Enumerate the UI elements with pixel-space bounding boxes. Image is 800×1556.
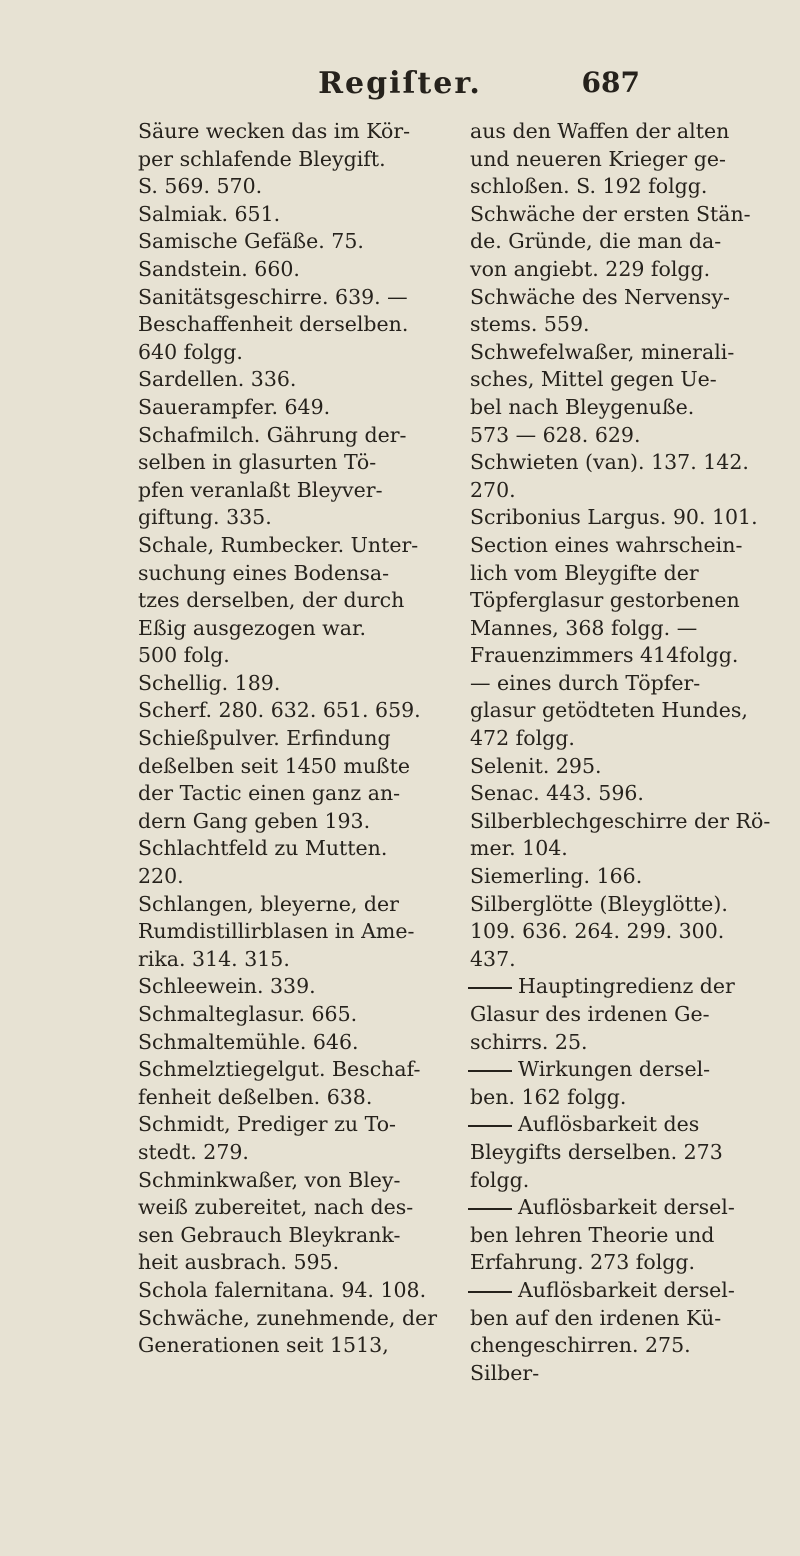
index-line: Erfahrung. 273 folgg.	[470, 1250, 696, 1275]
index-line: von angiebt. 229 folgg.	[470, 256, 711, 281]
index-line: Schafmilch. Gährung der-	[138, 422, 407, 447]
running-title: Regiſter.	[318, 66, 482, 101]
index-line: sches, Mittel gegen Ue-	[470, 367, 717, 392]
index-line: Rumdistillirblasen in Ame-	[138, 919, 415, 944]
index-line: Section eines wahrschein-	[470, 532, 743, 557]
index-line: Selenit. 295.	[470, 753, 602, 778]
index-line: pfen veranlaßt Bleyver-	[138, 477, 383, 502]
index-line: S. 569. 570.	[138, 174, 263, 199]
index-line: Schwieten (van). 137. 142.	[470, 450, 749, 475]
index-line: Sardellen. 336.	[138, 367, 297, 392]
index-line: 220.	[138, 864, 184, 889]
index-line: Schwäche des Nervensy-	[470, 284, 730, 309]
index-line: rika. 314. 315.	[138, 946, 290, 971]
index-line: fenheit deßelben. 638.	[138, 1084, 373, 1109]
index-line: Siemerling. 166.	[470, 864, 643, 889]
index-line: Schwäche, zunehmende, der	[138, 1305, 438, 1330]
index-subentry-line: Auflösbarkeit des	[470, 1111, 800, 1139]
index-line: Säure wecken das im Kör-	[138, 119, 411, 143]
index-line: bel nach Bleygenuße.	[470, 394, 695, 419]
index-line: Silberglötte (Bleyglötte).	[470, 891, 728, 916]
index-line: Schellig. 189.	[138, 670, 281, 695]
index-line: Mannes, 368 folgg. —	[470, 615, 698, 640]
index-line: Senac. 443. 596.	[470, 781, 644, 806]
index-line: Silberblechgeschirre der Rö-	[470, 808, 771, 833]
index-line: 270.	[470, 477, 516, 502]
index-line: Scribonius Largus. 90. 101.	[470, 505, 758, 530]
index-line: Schmalteglasur. 665.	[138, 1002, 358, 1026]
index-line: folgg.	[470, 1167, 530, 1192]
index-line: 640 folgg.	[138, 339, 243, 364]
index-subentry-line: Auflösbarkeit dersel-	[470, 1194, 800, 1222]
index-line: Beschaffenheit derselben.	[138, 312, 409, 337]
page-number: 687	[581, 66, 640, 99]
index-line: Bleygifts derselben. 273	[470, 1139, 723, 1164]
index-line: ben auf den irdenen Kü-	[470, 1305, 722, 1330]
index-line: lich vom Bleygifte der	[470, 560, 699, 585]
index-line: schirrs. 25.	[470, 1029, 588, 1054]
index-line: und neueren Krieger ge-	[470, 146, 726, 171]
index-line: Scherf. 280. 632. 651. 659.	[138, 698, 421, 723]
index-line: per schlafende Bleygift.	[138, 146, 386, 171]
index-line: Frauenzimmers 414folgg.	[470, 643, 739, 668]
index-line: heit ausbrach. 595.	[138, 1250, 340, 1275]
index-line: Schmidt, Prediger zu To-	[138, 1112, 396, 1137]
index-line: tzes derselben, der durch	[138, 588, 405, 613]
index-line: 109. 636. 264. 299. 300.	[470, 919, 725, 944]
index-line: Schola falernitana. 94. 108.	[138, 1277, 427, 1302]
index-line: dern Gang geben 193.	[138, 808, 371, 833]
index-line: 573 — 628. 629.	[470, 422, 641, 447]
page-header	[0, 66, 800, 110]
index-line: Sandstein. 660.	[138, 256, 300, 281]
index-line: 437.	[470, 946, 516, 971]
index-line: Schmaltemühle. 646.	[138, 1029, 359, 1054]
index-line: 472 folgg.	[470, 726, 575, 751]
index-line: Samische Gefäße. 75.	[138, 229, 364, 254]
index-column-right	[470, 118, 800, 1387]
index-line: deßelben seit 1450 mußte	[138, 753, 410, 778]
index-line: stedt. 279.	[138, 1139, 249, 1164]
index-line: Salmiak. 651.	[138, 201, 281, 226]
index-line: Schwefelwaßer, minerali-	[470, 339, 735, 364]
index-line: Eßig ausgezogen war.	[138, 615, 367, 640]
index-line: aus den Waffen der alten	[470, 119, 730, 143]
index-line: Töpferglasur gestorbenen	[470, 588, 740, 613]
index-column-left	[138, 118, 438, 1360]
index-line: Sauerampfer. 649.	[138, 394, 331, 419]
index-line: glasur getödteten Hundes,	[470, 698, 748, 723]
index-line: de. Gründe, die man da-	[470, 229, 722, 254]
index-line: Schleewein. 339.	[138, 974, 316, 999]
index-line: Silber-	[470, 1360, 540, 1385]
index-line: Schmelztiegelgut. Beschaf-	[138, 1057, 421, 1082]
index-line: Schale, Rumbecker. Unter-	[138, 532, 419, 557]
index-line: chengeschirren. 275.	[470, 1333, 691, 1358]
index-line: schloßen. S. 192 folgg.	[470, 174, 708, 199]
index-line: suchung eines Bodensa-	[138, 560, 390, 585]
index-line: Schminkwaßer, von Bley-	[138, 1167, 401, 1192]
index-subentry-line: Hauptingredienz der	[470, 973, 800, 1001]
index-line: Schlachtfeld zu Mutten.	[138, 836, 388, 861]
index-line: der Tactic einen ganz an-	[138, 781, 401, 806]
index-subentry-line: Wirkungen dersel-	[470, 1056, 800, 1084]
index-subentry-line: Auflösbarkeit dersel-	[470, 1277, 800, 1305]
index-line: Glasur des irdenen Ge-	[470, 1002, 710, 1026]
index-line: giftung. 335.	[138, 505, 272, 530]
index-line: sen Gebrauch Bleykrank-	[138, 1222, 401, 1247]
index-line: mer. 104.	[470, 836, 568, 861]
index-line: Generationen seit 1513,	[138, 1333, 389, 1358]
index-line: ben lehren Theorie und	[470, 1222, 715, 1247]
index-line: 500 folg.	[138, 643, 230, 668]
index-line: stems. 559.	[470, 312, 590, 337]
index-line: weiß zubereitet, nach des-	[138, 1195, 414, 1220]
index-line: Schlangen, bleyerne, der	[138, 891, 399, 916]
index-line: ben. 162 folgg.	[470, 1084, 627, 1109]
index-line: Schwäche der ersten Stän-	[470, 201, 751, 226]
index-line: Schießpulver. Erfindung	[138, 726, 391, 751]
index-line: Sanitätsgeschirre. 639. —	[138, 284, 408, 309]
index-line: selben in glasurten Tö-	[138, 450, 377, 475]
index-line: — eines durch Töpfer-	[470, 670, 701, 695]
